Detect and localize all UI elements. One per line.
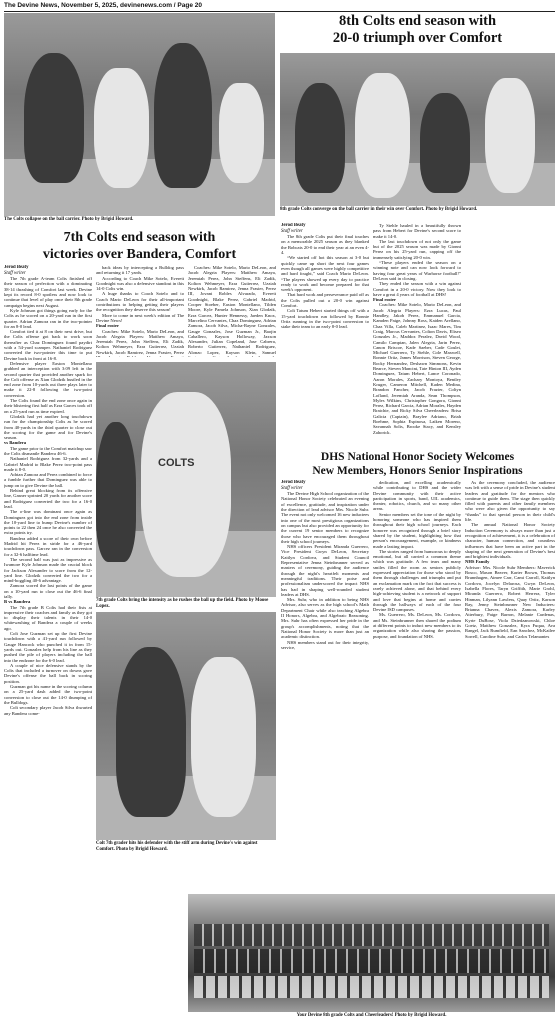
story-8th-col1: Jerod Beaty Staff writer The 8th grade Colts put their final touches on a memorable 2025 season as they blanked the Bobcats 20-0 to end their year at an even 4-4. “We started off hot this season at 3-0 but quickly came up short the next four games even though all games were highly competitive and hard fought,” said Coach Mario DeLeon. “The players showed up every day to practice ready to work and become prepared for that week's opponent. That hard work and perseverance paid off as the Colts pulled out a 20-0 win against Comfort. Colt Tatum Hebert started things off with a 15-yard touchdown run followed by Ronnie Ortiz running in the two-point conversion to stake their team to an early 8-0 lead. — [281, 223, 369, 330]
story-nhs-col1: Jerod Beaty Staff writer The Devine High School organization of the National Honor Society celebrated an evening of excellence, gratitude, and inspiration under the direction of lead advisor Mrs. Nicole Suhr. The event not only welcomed 16 new inductees into one of the most prestigious organizations on campus but also provided an opportunity for the current 19 senior members to recognize those who have encouraged them throughout their high school journeys. NHS officers President Miranda Guerrero, Vice President Gwyn DeLeon, Secretary Kaitlyn Cordova, and Student Council Representative Jenna Steinbrunner served as masters of ceremony, guiding the audience through the night's heartfelt moments and meaningful traditions. Their poise and professionalism underscored the impact NHS has had in shaping well-rounded student leaders at DHS. Mrs. Suhr, who in addition to being NHS Advisor, also serves as the high school's Math Department Chair while also teaching Algebra II Honors, Algebra, and Algebraic Reasoning. Mrs. Suhr has often expressed her pride in the group's accomplishments, noting that the National Honor Society is more than just an academic distinction. NHS members stand out for their integrity, service, — [281, 480, 369, 650]
photo-8th-converge — [280, 53, 555, 206]
story-7th-col3: Coaches: Mike Sotelo, Mario DeLeon, and Jacob Alegria Players: Matthew Amaya, Jeremiah Perez, John Steffens, Eli Zadik, Kolton Wehmeyer, Ezra Gutierrez, Uzziah Newkirk, Jacob Ramirez, Jenna Frasier, Perez III, Jovani Robles Alvarado, Everett Goodnight, Blake Perez, Gabriel Madrid, Cooper Stoeber, Easton Montellano, Tilden Moore, Kyle Pamela Johnson, Xian Glodzik, Ezra Garcez, Hunter Hennessy, Jaeden Knox, Marcelino Cervantes, Chaz Dominguez, Adrian Zamora, Jacob Silva, Micha-Rayne Gonzales, Gauge Gonzales, Jose Guzman Jr., Baojin Caballero, Kayson Holloway, Jaxson Alexander, Julian Copeland, Jase Cabrera, Roberto Gutierrez, Nathaniel Rodriguez, Alonzo Lopez, Kayson Klein, Samuel — [188, 265, 276, 355]
story-8th-col3 — [465, 223, 555, 443]
caption-8th-converge: 8th grade Colts converge on the ball carrier in their win over Comfort. Photo by Brigid Howard. — [280, 207, 478, 212]
story-7th-col2: back ideas by intercepting a Bulldog pass and returning it 17 yards. According to Coach Mike Sotelo, Everett Goodnight was also a defensive standout in this 14-0 Colts win. A huge thanks to Coach Sotelo and to Coach Mario DeLeon for their all-important contributions to helping getting their players the recognition they deserve this season! More to come in next week's edition of The Devine News! Final roster Coaches: Mike Sotelo, Mario DeLeon, and Jacob Alegria Players: Matthew Amaya, Jeremiah Perez, John Steffens, Eli Zadik, Kolton Wehmeyer, Ezra Gutierrez, Uzziah Newkirk, Jacob Ramirez, Jenna Frasier, Perez — [96, 265, 184, 355]
byline-nhs: Jerod Beaty Staff writer — [281, 480, 306, 491]
caption-7th-stiff-arm: Colt 7th grader hits his defender with the stiff arm during Devine's win against Comfort. Photo by Brigid Howard. — [96, 841, 258, 852]
story-nhs-col3: As the ceremony concluded, the audience was left with a sense of pride in Devine's student leaders and gratitude for the mentors who continue to guide them. The stage then quickly filled with parents and other family members who were also given the opportunity to say “thanks” to that special person in their child's life. The annual National Honor Society Induction Ceremony is always more than just a recognition of achievement, it is a celebration of character, human connection, and countless influences that have been an active part in the shaping of the next generation of Devine's best and brightest individuals. NHS Family Advisor: Mrs. Nicole Suhr Members: Maverick Bosco, Mason Beaver, Karter Brown, Thomas Brunnhagen, Aimee Carr, Cami Carroll, Kaitlyn Cordova, Jocelyn Delarosa, Gwyn DeLeon, Isabella Flores, Taryn Griffith, Marie Grohl, Miranda Guerrero, Robert Herrera, Tyler Hinman, Lilyann Lawless, Quay Ortiz, Karson Ray, Jenny Steinbrunner New Inductees: Brianna Chavez, Alexis Zamora, Karley Atterbury, Paige Barron, Melanie Cardenas, Kyrie DuBose, Viola Dziedzanowski, Chloe Goetz, Matthew Gonzalez, Kyra Fuqua, Ava Rangel, Jack Rumfield, Ean Sanchez, McKailee Sorrell, Caroline Suhr, and Carlos Telamantes — [465, 480, 555, 639]
caption-team: Your Devine 8th grade Colts and Cheerleaders! Photo by Brigid Howard. — [296, 1013, 447, 1018]
photo-7th-rush — [96, 362, 276, 597]
page-folio: The Devine News, November 5, 2025, devinenews.com / Page 20 — [4, 2, 202, 9]
headline-8th-colts: 8th Colts end season with 20-0 triumph over Comfort — [332, 13, 503, 46]
headline-7th-colts: 7th Colts end season with victories over Bandera, Comfort — [42, 230, 237, 262]
photo-7th-stiff-arm — [96, 612, 276, 840]
photo-colts-collapse — [4, 13, 275, 216]
headline-nhs: DHS National Honor Society Welcomes New Members, Honors Senior Inspirations — [312, 451, 523, 477]
story-7th-col1: Jerod Beaty Staff writer The 7th grade A-team Colts finished off their season of perfection with a dominating 38-14 thrashing of Comfort last week. Devine kept its record 8-0 spotless and now look to continue that level of play once their 8th grade campaign begins next August. Kyle Johnson got things going early for the Colts as he scored on a 20-yard run in the first quarter. Adrian Zamora ran in the two-pointer for an 8-0 lead. Comfort tied it at 8 on their next drive, but the Colts offense got back to work soon thereafter as Chaz Dominguez found paydirt with a 54-yard scamper. Nathaniel Rodriguez converted the two-pointer this time to put Devine back in front at 16-8. Defensive player Easton Montellano grabbed an interception with 3:09 left in the second quarter that provided another spark for the Colt offense as Xian Glodzik hustled in the end zone from 10-yards out three plays later to make it 22-8 following the two-point conversion. The Colts found the end zone once again in their blistering first half as Ezra Garces took off on a 25-yard run as time expired. Glodzik had yet another long touchdown run for the championship Colts as he scored from 40-yards in the third quarter to close out the scoring for the game and for Devine's season. vs Bandera The game prior to the Comfort matchup saw the Colts dismantle Bandera 46-6. Nathaniel Rodriguez from 32-yards and a Gabriel Madrid to Blake Perez two-point pass made it 8-0. Adrian Zamora and Perez combined to force a fumble further that Dominguez was able to jump on to give Devine the ball. Behind great blocking from its offensive line, Gasner sprinted 20 yards for another score and Rodriguez converted the two for a 16-0 lead. The o-line was dominant once again as Dominguez got into the end zone from inside the 10-yard line to bump Devine's number of points to 22 then 24 once he also converted the extra points try. Bandera added a score of their own before Madrid hit Perez in stride for a 46-yard touchdown pass. Garcez ran in the conversion for a 32-6 halftime lead. The second half was just as impressive as Iwamore Kyle Johnson made the crucial block for Jackson Alexander to score from the 12-yard line. Glodzik converted the two for a mind-boggling 40-6 advantage. Zamora scored the last points of the game on a 10-yard run to close out the 46-6 final tally. B vs Bandera The 7th grade B Colts had their fists at impressive their coaches and family as they got to display their talents in their 14-0 whitewashing of Bandera a couple of weeks ago. Colt Jose Guzman set up the first Devine touchdown with a 41-yard run followed by Gauge Hancock who punched it in from 15-yards out. Gonzalez help from his line as they pushed the pile of players including the ball into the endzone for the 6-0 lead. A couple of nice defensive stands by the Colts that included a turnover on downs gave Devine's offense the ball back in scoring position. Guzman got his name in the scoring column on a 25-yard dash added the two-point conversion to close out the 14-0 thumping of the Bulldogs. Colt secondary player Jacob Silva thwarted any Bandera come- — [4, 265, 92, 716]
header-rule — [4, 11, 555, 12]
caption-colts-collapse: The Colts collapse on the ball carrier. Photo by Brigid Howard. — [4, 217, 134, 222]
byline-8th: Jerod Beaty Staff writer — [281, 223, 306, 234]
photo-team — [188, 894, 555, 1012]
story-nhs-col2: dedication, and excelling academically while contributing to DHS and the wider Devine community with their active participation in sports, band, UIL academics, theater, robotics, church, and so many other areas. Senior members set the tone of the night by honoring someone who has inspired them throughout their high school journeys. Each honoree was recognized through a brief story shared by the student, highlighting how that person's encouragement, example, or kindness made a lasting impact. The stories ranged from humorous to deeply emotional, but all carried a common theme which was gratitude. A few tears and many smiles filled the room as seniors publicly expressed appreciation for those who stood by them through challenges and triumphs and put an exclamation mark on the fact that success is rarely achieved alone, and that behind every high-achieving student is a network of support and love that begins at home and carries through the hallways of each of the four Devine ISD campuses. Ms. Guerrero, Ms. DeLeon, Ms. Cordova, and Ms. Steinbrunner then shared the podium at different points to induct new members to its organization while also sharing the passion, purpose, and foundation of NHS. — [373, 480, 461, 639]
byline-7th: Jerod Beaty Staff writer — [4, 265, 29, 276]
caption-7th-rush: 7th grade Colts bring the intensity as he rushes the ball up the field. Photo by Moose Lopez. — [96, 598, 269, 609]
story-8th-col2: Ty Stehle hauled in a beautifully thrown pass from Hebert for Devine's second score to make it 14-0. The last touchdown of not only the game but of the 2025 season was made by Gionni Perez on his 25-yard run, capping off the immensely satisfying 20-0 win. “These players ended the season on a winning note and can now look forward to having four great years of Warhorse football!” DeLeon said in closing. They ended the season with a win against Comfort in a 20-0 victory. Now they look to have a great 4 years of football at DHS! Final roster Coaches: Mike Sotelo, Mario DeLeon, and Jacob Alegria Players: Ezra Lucas, Paul Handley, Jakob Perez, Emmanuel Garcia, Kamden Paige, Johnny Ross, Kaiden Arellano, Chaz Villa, Caleb Martinez, Isaac Mares, Tim Craig, Marcus Cervantes, Colton Davis, Eliseo Gonzales Jr., Maddox Peralez, David Wood, Camilo Campian, Jalen Alegria, Jarin Perez, Canon Briscoe, Kade Saeber, Cade Goulet, Michael Guerrero, Ty Stehle, Cole Maxwell, Ronnie Ortiz, James Morrison, Steven George, Rocky Hernandez, Deshawn Simmons, Kevin Bearce, Steven Mancini, Tate Hinton III, Ayden Dominguez, Tatum Hebert, Lance Coronado, Aaron Morales, Zachary Montoya, Bentley Kruger, Cameron Mitchell, Kaden Medina, Brandon Fancher, Jacob Frazier, Coltyn Lofland, Jeremiah Aranda, Sean Thompson, Myles Wilkins, Christopher Gongora, Gionni Perez, Richard Garcia, Adrian Morales, Hayden Bratchie, and Ricky Silva Cheerleaders: Brisa Galicia (Captain), Braylee Adriano, Briah Boehme, Sophia Espinosa, Laiken Moreno, Savannah Solis, Brooke Stacy, and Kensley Zahorick. — [373, 223, 461, 435]
jersey-text: COLTS — [158, 457, 195, 469]
